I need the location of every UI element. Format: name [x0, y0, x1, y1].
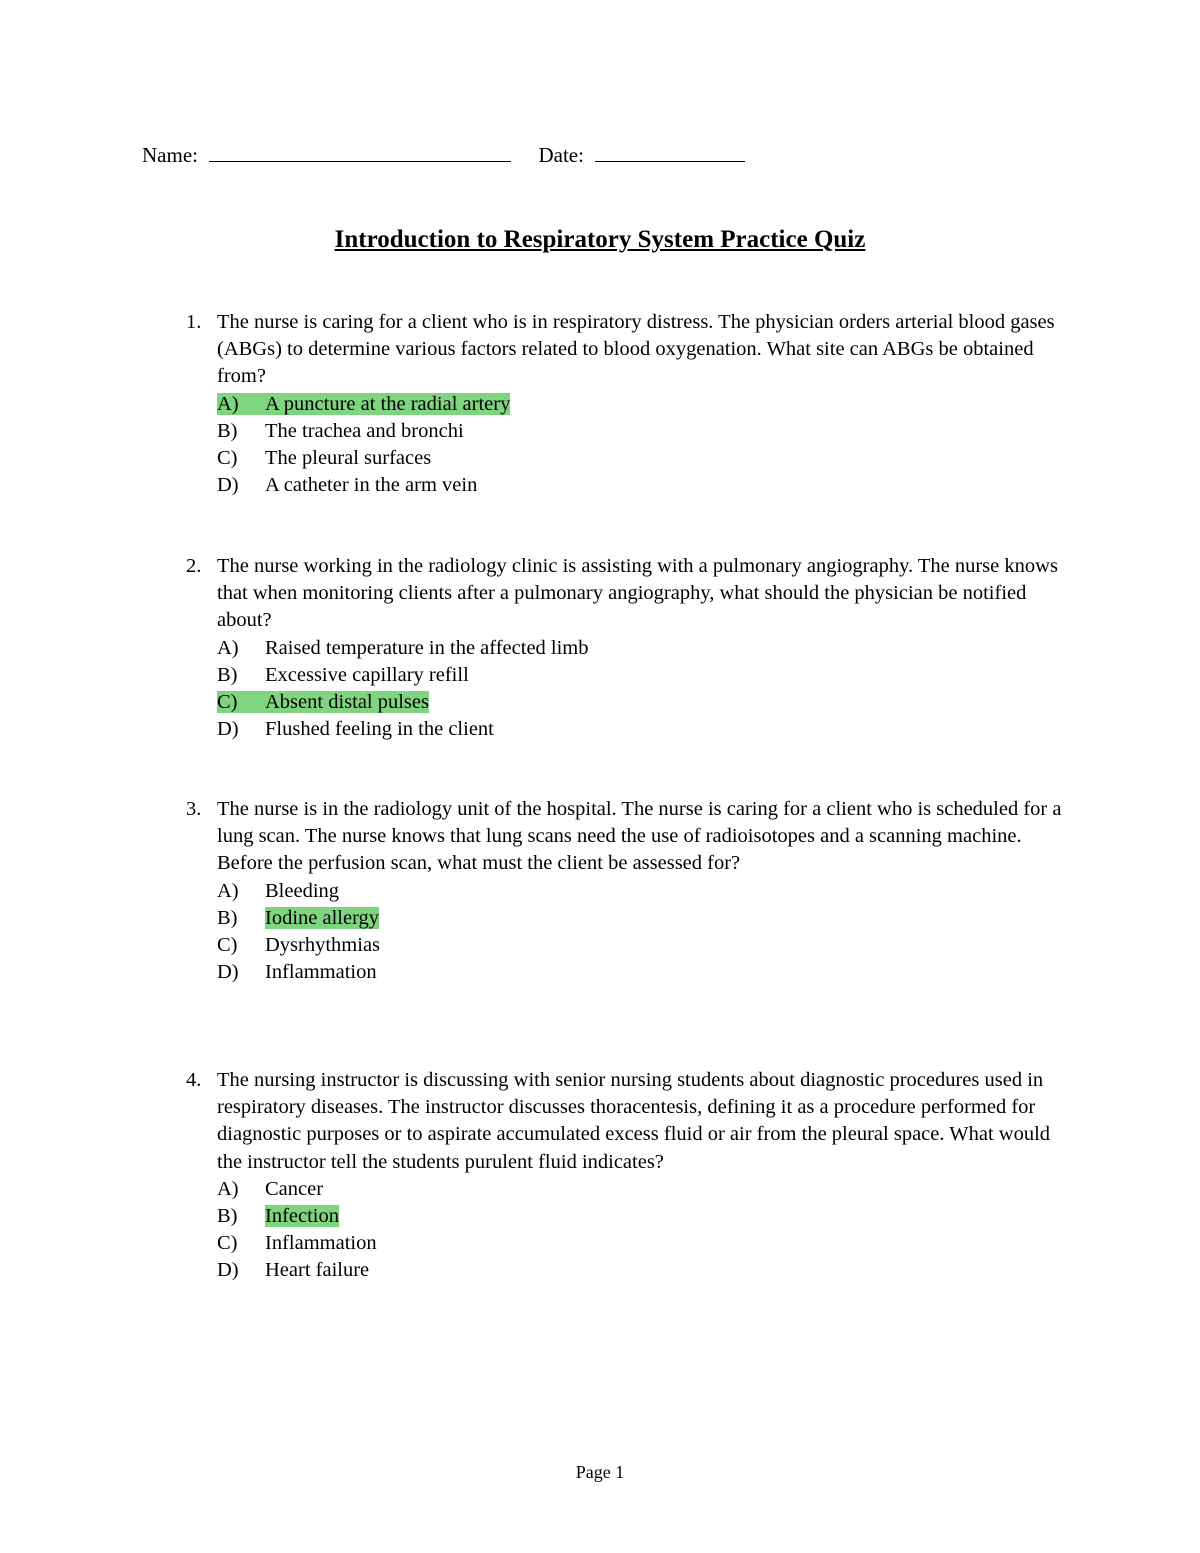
option-a[interactable] [217, 391, 1066, 418]
option-letter: C) [217, 447, 238, 470]
option-letter: D) [217, 1259, 239, 1282]
option-d[interactable] [217, 959, 1066, 986]
option-text: Absent distal pulses [265, 691, 429, 714]
question-4 [186, 1067, 1066, 1285]
option-letter: C) [217, 934, 238, 957]
option-text: A puncture at the radial artery [265, 392, 511, 415]
page-number: Page 1 [575, 1462, 625, 1482]
page-title: Introduction to Respiratory System Practice Quiz [334, 226, 866, 253]
option-c[interactable] [217, 689, 1066, 716]
option-letter: B) [217, 906, 238, 929]
option-letter: A) [217, 1177, 239, 1200]
name-label: Name: [142, 143, 198, 167]
option-c[interactable] [217, 445, 1066, 472]
option-letter: A) [217, 392, 239, 415]
option-b[interactable] [217, 418, 1066, 445]
option-letter: D) [217, 961, 239, 984]
option-letter: B) [217, 663, 238, 686]
question-1 [186, 309, 1066, 499]
question-number: 4. [186, 1069, 202, 1091]
question-number: 3. [186, 798, 202, 820]
option-text: Iodine allergy [265, 906, 380, 929]
option-letter: D) [217, 474, 239, 497]
option-text: Inflammation [265, 1232, 377, 1255]
option-d[interactable] [217, 716, 1066, 743]
option-d[interactable] [217, 1257, 1066, 1284]
date-label: Date: [538, 143, 584, 167]
option-text: The pleural surfaces [265, 447, 432, 470]
option-letter: C) [217, 1232, 238, 1255]
option-letter: D) [217, 718, 239, 741]
question-3 [186, 796, 1066, 986]
option-text: Bleeding [265, 879, 340, 902]
option-b[interactable] [217, 905, 1066, 932]
answer-highlight [265, 1205, 339, 1227]
option-letter: B) [217, 1205, 238, 1228]
question-stem: The nurse is caring for a client who is in respiratory distress. The physician orders arterial blood gases (ABGs) to determine various factors related to blood oxygenation. What site can ABGs be obtained from? [217, 311, 1055, 388]
answer-highlight [217, 691, 429, 713]
answer-highlight [217, 393, 510, 415]
option-letter: B) [217, 419, 238, 442]
option-letter: C) [217, 691, 238, 714]
option-text: Excessive capillary refill [265, 663, 469, 686]
name-date-line [142, 143, 745, 168]
option-text: Dysrhythmias [265, 934, 381, 957]
question-stem: The nurse working in the radiology clinic is assisting with a pulmonary angiography. The nurse knows that when monitoring clients after a pulmonary angiography, what should the physician be notified about? [217, 555, 1058, 632]
option-c[interactable] [217, 932, 1066, 959]
option-a[interactable] [217, 635, 1066, 662]
option-text: Infection [265, 1205, 339, 1228]
option-a[interactable] [217, 1176, 1066, 1203]
option-a[interactable] [217, 878, 1066, 905]
option-b[interactable] [217, 1203, 1066, 1230]
option-text: The trachea and bronchi [265, 419, 464, 442]
option-b[interactable] [217, 662, 1066, 689]
option-letter: A) [217, 879, 239, 902]
option-letter: A) [217, 636, 239, 659]
option-c[interactable] [217, 1230, 1066, 1257]
option-text: Heart failure [265, 1259, 370, 1282]
option-text: Inflammation [265, 961, 377, 984]
name-blank[interactable] [209, 145, 511, 162]
question-number: 2. [186, 555, 202, 577]
option-text: A catheter in the arm vein [265, 474, 478, 497]
option-d[interactable] [217, 472, 1066, 499]
option-text: Flushed feeling in the client [265, 718, 494, 741]
option-text: Cancer [265, 1177, 324, 1200]
option-text: Raised temperature in the affected limb [265, 636, 589, 659]
date-blank[interactable] [595, 145, 745, 162]
question-2 [186, 553, 1066, 743]
answer-highlight [265, 907, 379, 929]
question-stem: The nursing instructor is discussing with senior nursing students about diagnostic procedures used in respiratory diseases. The instructor discusses thoracentesis, defining it as a procedure performed for diagnostic purposes or to aspirate accumulated excess fluid or air from the pleural space. What would the instructor tell the students purulent fluid indicates? [217, 1069, 1051, 1173]
question-number: 1. [186, 311, 202, 333]
question-stem: The nurse is in the radiology unit of the hospital. The nurse is caring for a client who is scheduled for a lung scan. The nurse knows that lung scans need the use of radioisotopes and a scanning machine. Before the perfusion scan, what must the client be assessed for? [217, 798, 1062, 875]
